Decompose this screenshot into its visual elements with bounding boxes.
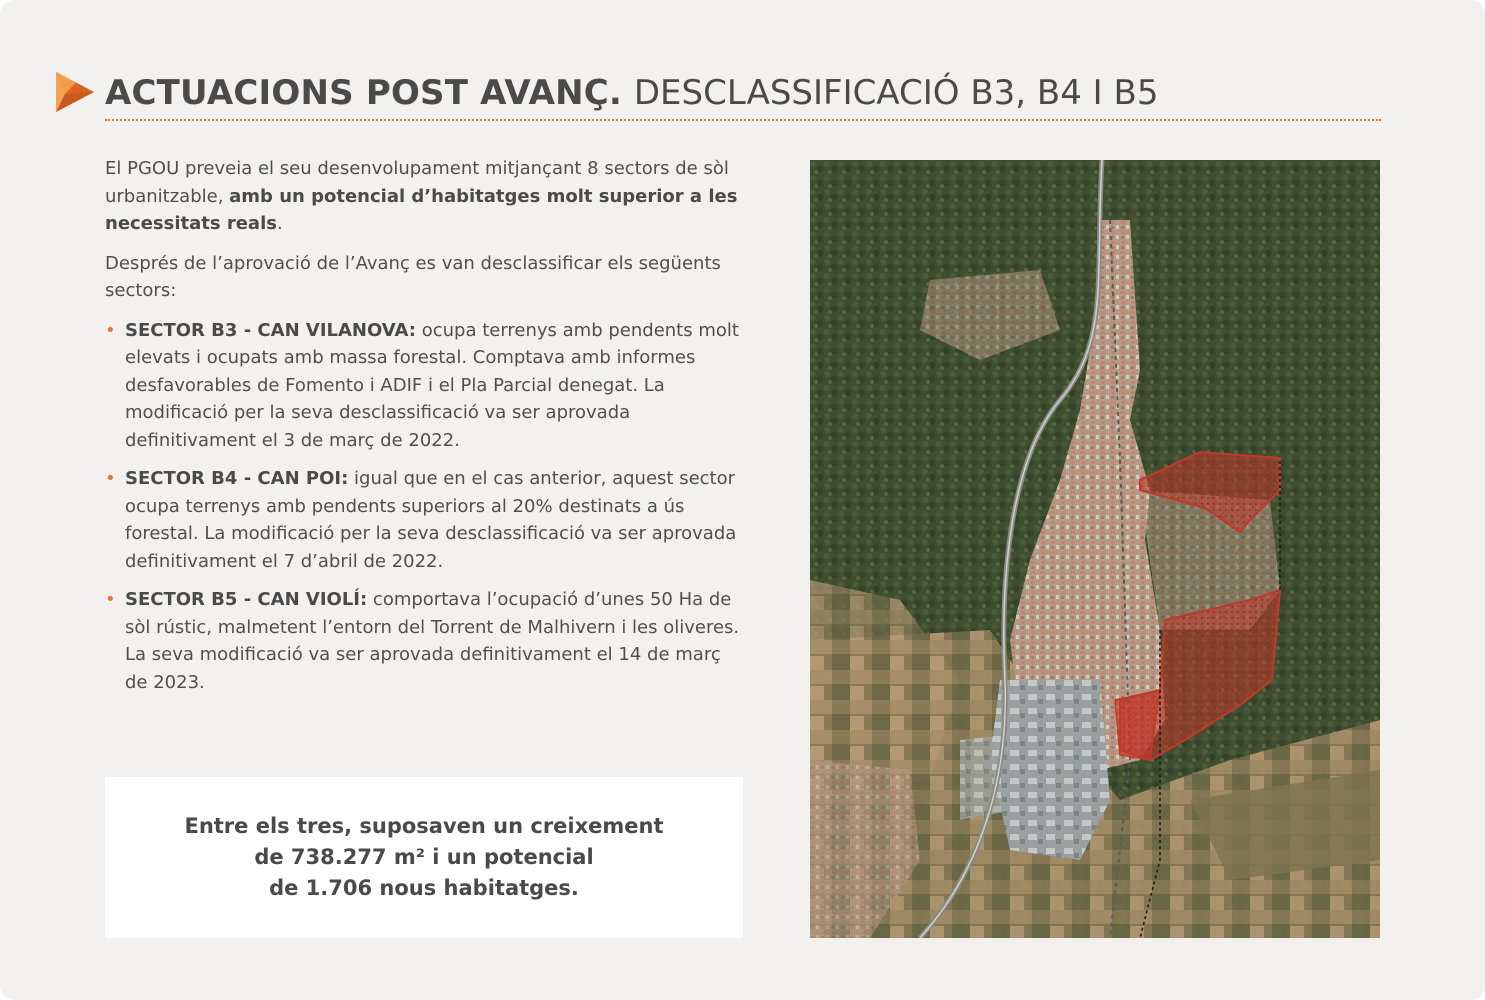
title-divider (105, 119, 1381, 121)
sector-name: SECTOR B4 - CAN POI: (125, 468, 349, 489)
intro-highlight: amb un potencial d’habitatges molt superior a les necessitats reals (105, 185, 738, 234)
sector-name: SECTOR B3 - CAN VILANOVA: (125, 319, 416, 341)
sector-item-b4 (105, 465, 745, 575)
page-title (105, 70, 1158, 116)
bullet-dot-icon: • (105, 589, 116, 610)
summary-line-1: Entre els tres, suposaven un creixement (184, 814, 664, 838)
summary-line-2: de 738.277 m² i un potencial (254, 845, 594, 869)
bullet-dot-icon: • (105, 468, 116, 489)
page-title-light: DESCLASSIFICACIÓ B3, B4 I B5 (633, 73, 1159, 113)
summary-text (144, 811, 704, 904)
aerial-map (810, 160, 1380, 938)
aerial-map-image (810, 160, 1380, 938)
bullet-dot-icon: • (105, 319, 116, 341)
sector-description: igual que en el cas anterior, aquest sector ocupa terrenys amb pendents superiors al 20% destinats a ús forestal. La modificació per la seva desclassificació va ser aprovada definitivament el 7 d’abril de 2022. (125, 468, 737, 572)
intro-text: El PGOU preveia el seu desenvolupament mitjançant 8 sectors de sòl urbanitzable, (105, 158, 729, 207)
summary-box (105, 777, 743, 938)
intro-period: . (276, 213, 283, 234)
page-title-bold: ACTUACIONS POST AVANÇ. (105, 73, 623, 113)
orange-arrow-logo-icon (56, 72, 94, 112)
sector-item-b3 (105, 317, 745, 455)
text-column (105, 155, 745, 707)
summary-line-3: de 1.706 nous habitatges. (269, 876, 579, 900)
sector-description: ocupa terrenys amb pendents molt elevats i ocupats amb massa forestal. Comptava amb informes desfavorables de Fomento i ADIF i el Pla Parcial denegat. La modificació per la seva desclassificació va ser aprovada definitivament el 3 de març de 2022. (125, 319, 739, 451)
declassification-intro: Després de l’aprovació de l’Avanç es van desclassificar els següents sectors: (105, 252, 721, 301)
sector-item-b5 (105, 586, 745, 696)
intro-paragraph (105, 155, 745, 238)
sector-name: SECTOR B5 - CAN VIOLÍ: (125, 589, 368, 610)
sector-description: comportava l’ocupació d’unes 50 Ha de sòl rústic, malmetent l’entorn del Torrent de Malhivern i les oliveres. La seva modificació va ser aprovada definitivament el 14 de març de 2023. (125, 589, 740, 693)
